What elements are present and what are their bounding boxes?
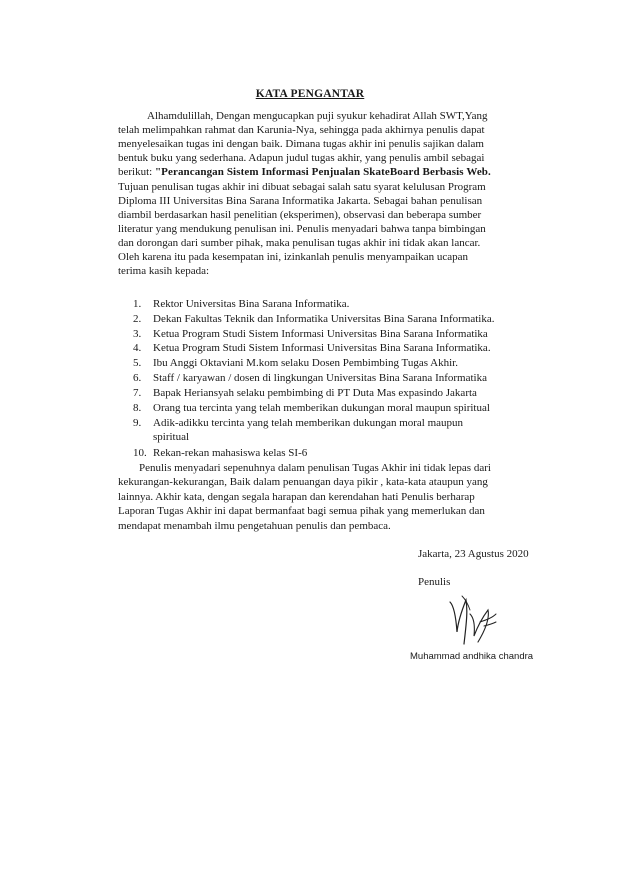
list-item: 6. Staff / karyawan / dosen di lingkungan Universitas Bina Sarana Informatika <box>133 372 487 384</box>
list-item: 5. Ibu Anggi Oktaviani M.kom selaku Dosen Pembimbing Tugas Akhir. <box>133 357 458 369</box>
paragraph-line: Diploma III Universitas Bina Sarana Informatika Jakarta. Sebagai bahan penulisan <box>118 195 483 207</box>
paragraph-line: bentuk buku yang sederhana. Adapun judul tugas akhir, yang penulis ambil sebagai <box>118 152 485 164</box>
paragraph-line: kekurangan-kekurangan, Baik dalam penuangan daya pikir , kata-kata ataupun yang <box>118 476 488 488</box>
paragraph-line: Oleh karena itu pada kesempatan ini, izinkanlah penulis menyampaikan ucapan <box>118 251 469 263</box>
paragraph-line: mendapat menambah ilmu pengetahuan penulis dan pembaca. <box>118 520 391 532</box>
closing-label: Penulis <box>418 576 451 588</box>
place-date: Jakarta, 23 Agustus 2020 <box>418 548 529 560</box>
paragraph-line: Alhamdulillah, Dengan mengucapkan puji syukur kehadirat Allah SWT,Yang <box>147 110 488 122</box>
paragraph-line: Tujuan penulisan tugas akhir ini dibuat sebagai salah satu syarat kelulusan Program <box>118 181 486 193</box>
list-item: 10. Rekan-rekan mahasiswa kelas SI-6 <box>133 447 308 459</box>
page-title: KATA PENGANTAR <box>255 88 365 100</box>
thesis-title: "Perancangan Sistem Informasi Penjualan SkateBoard Berbasis Web. <box>154 166 491 178</box>
list-item: 4. Ketua Program Studi Sistem Informasi Universitas Bina Sarana Informatika. <box>133 342 491 354</box>
paragraph-line: terima kasih kepada: <box>118 265 210 277</box>
paragraph-line: telah melimpahkan rahmat dan Karunia-Nya, sehingga pada akhirnya penulis dapat <box>118 124 485 136</box>
list-item-continuation: spiritual <box>153 431 190 443</box>
paragraph-line: literatur yang mendukung penulisan ini. Penulis menyadari bahwa tanpa bimbingan <box>118 223 486 235</box>
berikut-prefix: berikut: <box>118 166 155 178</box>
signature-image <box>444 592 500 650</box>
list-item: 7. Bapak Heriansyah selaku pembimbing di PT Duta Mas expasindo Jakarta <box>133 387 477 399</box>
list-item: 3. Ketua Program Studi Sistem Informasi Universitas Bina Sarana Informatika <box>133 328 488 340</box>
paragraph-line: menyelesaikan tugas ini dengan baik. Dimana tugas akhir ini penulis sajikan dalam <box>118 138 484 150</box>
list-item: 2. Dekan Fakultas Teknik dan Informatika Universitas Bina Sarana Informatika. <box>133 313 495 325</box>
paragraph-line: diambil berdasarkan hasil penelitian (eksperimen), observasi dan beberapa sumber <box>118 209 482 221</box>
list-item: 1. Rektor Universitas Bina Sarana Informatika. <box>133 298 350 310</box>
paragraph-line: dan dorongan dari sumber pihak, maka penulisan tugas akhir ini tidak akan lancar. <box>118 237 481 249</box>
signature-name: Muhammad andhika chandra <box>410 651 534 662</box>
paragraph-line <box>118 165 491 179</box>
paragraph-line: Penulis menyadari sepenuhnya dalam penulisan Tugas Akhir ini tidak lepas dari <box>139 462 491 474</box>
list-item: 9. Adik-adikku tercinta yang telah memberikan dukungan moral maupun <box>133 417 464 429</box>
paragraph-line: lainnya. Akhir kata, dengan segala harapan dan kerendahan hati Penulis berharap <box>118 491 475 503</box>
paragraph-line: Laporan Tugas Akhir ini dapat bermanfaat bagi semua pihak yang memerlukan dan <box>118 505 485 517</box>
list-item: 8. Orang tua tercinta yang telah memberikan dukungan moral maupun spiritual <box>133 402 490 414</box>
